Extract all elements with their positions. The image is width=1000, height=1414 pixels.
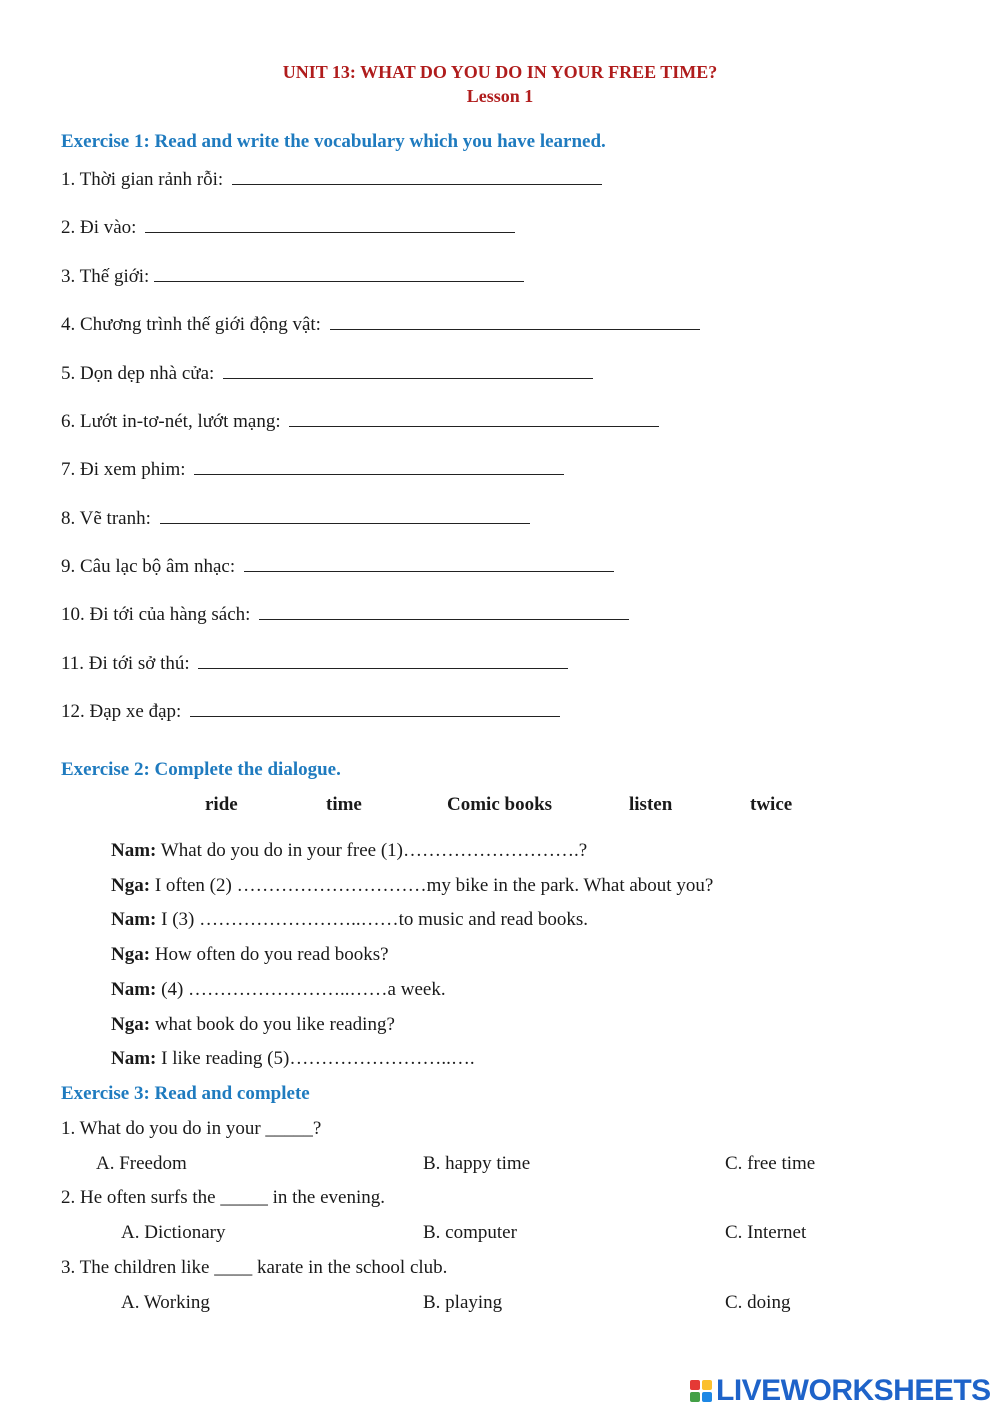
- answer-blank[interactable]: [289, 410, 659, 427]
- option-c[interactable]: C. free time: [725, 1153, 816, 1174]
- vocab-item: [61, 700, 560, 723]
- answer-blank[interactable]: [160, 507, 530, 524]
- vocab-item: [61, 458, 564, 481]
- dialogue-line: [111, 1048, 475, 1070]
- answer-blank[interactable]: [190, 700, 560, 717]
- dialogue-line: [111, 909, 588, 931]
- speaker-label: Nga:: [111, 1014, 151, 1035]
- vocab-item: [61, 410, 659, 433]
- vocab-prompt: 3. Thế giới:: [61, 266, 150, 287]
- option-a[interactable]: A. Working: [121, 1292, 210, 1313]
- exercise-2-heading: Exercise 2: Complete the dialogue.: [61, 759, 341, 780]
- speaker-label: Nga:: [111, 875, 151, 896]
- dialogue-text[interactable]: (4) ……………………..……a week.: [156, 979, 446, 1000]
- vocab-item: [61, 313, 700, 336]
- answer-blank[interactable]: [145, 216, 515, 233]
- word-bank-item: ride: [205, 794, 238, 815]
- answer-blank[interactable]: [198, 652, 568, 669]
- answer-blank[interactable]: [223, 362, 593, 379]
- dialogue-line: [111, 944, 389, 966]
- option-a[interactable]: A. Dictionary: [121, 1222, 226, 1243]
- question-text: 3. The children like ____ karate in the school club.: [61, 1257, 448, 1278]
- option-b[interactable]: B. happy time: [423, 1153, 531, 1174]
- logo-blocks-icon: [690, 1380, 712, 1402]
- vocab-item: [61, 362, 593, 385]
- speaker-label: Nam:: [111, 840, 157, 861]
- speaker-label: Nam:: [111, 1048, 157, 1069]
- speaker-label: Nga:: [111, 944, 151, 965]
- dialogue-line: [111, 840, 587, 862]
- answer-blank[interactable]: [244, 555, 614, 572]
- vocab-item: [61, 216, 515, 239]
- vocab-item: [61, 507, 530, 530]
- option-b[interactable]: B. playing: [423, 1292, 503, 1313]
- answer-blank[interactable]: [194, 458, 564, 475]
- vocab-prompt: 1. Thời gian rảnh rỗi:: [61, 169, 224, 190]
- liveworksheets-logo[interactable]: [690, 1374, 991, 1408]
- vocab-prompt: 2. Đi vào:: [61, 217, 137, 238]
- word-bank-item: listen: [629, 794, 673, 815]
- dialogue-text[interactable]: I (3) ……………………..……to music and read books.: [156, 909, 589, 930]
- dialogue-text[interactable]: I often (2) …………………………my bike in the park. What about you?: [150, 875, 714, 896]
- dialogue-text[interactable]: I like reading (5)……………………..….: [156, 1048, 475, 1069]
- answer-blank[interactable]: [259, 603, 629, 620]
- answer-blank[interactable]: [330, 313, 700, 330]
- word-bank-item: time: [326, 794, 362, 815]
- option-c[interactable]: C. doing: [725, 1292, 791, 1313]
- option-b[interactable]: B. computer: [423, 1222, 517, 1243]
- speaker-label: Nam:: [111, 909, 157, 930]
- vocab-item: [61, 603, 629, 626]
- vocab-prompt: 6. Lướt in-tơ-nét, lướt mạng:: [61, 411, 281, 432]
- vocab-prompt: 10. Đi tới của hàng sách:: [61, 604, 251, 625]
- vocab-prompt: 4. Chương trình thế giới động vật:: [61, 314, 321, 335]
- option-a[interactable]: A. Freedom: [96, 1153, 187, 1174]
- dialogue-line: [111, 875, 713, 897]
- page-title: UNIT 13: WHAT DO YOU DO IN YOUR FREE TIME?: [282, 62, 718, 82]
- vocab-prompt: 8. Vẽ tranh:: [61, 508, 151, 529]
- vocab-prompt: 7. Đi xem phim:: [61, 459, 186, 480]
- dialogue-line: [111, 979, 446, 1001]
- question-text: 2. He often surfs the _____ in the evening.: [61, 1187, 385, 1208]
- exercise-1-heading: Exercise 1: Read and write the vocabulary which you have learned.: [61, 131, 606, 152]
- vocab-prompt: 9. Câu lạc bộ âm nhạc:: [61, 556, 236, 577]
- vocab-item: [61, 265, 524, 288]
- dialogue-text: what book do you like reading?: [150, 1014, 395, 1035]
- dialogue-line: [111, 1014, 395, 1036]
- speaker-label: Nam:: [111, 979, 157, 1000]
- vocab-prompt: 11. Đi tới sở thú:: [61, 653, 190, 674]
- question-text: 1. What do you do in your _____?: [61, 1118, 322, 1139]
- vocab-item: [61, 168, 602, 191]
- vocab-prompt: 12. Đạp xe đạp:: [61, 701, 182, 722]
- answer-blank[interactable]: [232, 168, 602, 185]
- exercise-3-heading: Exercise 3: Read and complete: [61, 1083, 310, 1104]
- word-bank-item: Comic books: [447, 794, 553, 815]
- answer-blank[interactable]: [154, 265, 524, 282]
- vocab-prompt: 5. Dọn dẹp nhà cửa:: [61, 363, 215, 384]
- option-c[interactable]: C. Internet: [725, 1222, 807, 1243]
- lesson-subtitle: Lesson 1: [466, 86, 534, 106]
- vocab-item: [61, 652, 568, 675]
- logo-text: LIVEWORKSHEETS: [716, 1374, 991, 1407]
- dialogue-text[interactable]: What do you do in your free (1)……………………….?: [156, 840, 588, 861]
- vocab-item: [61, 555, 614, 578]
- dialogue-text: How often do you read books?: [150, 944, 389, 965]
- word-bank-item: twice: [750, 794, 793, 815]
